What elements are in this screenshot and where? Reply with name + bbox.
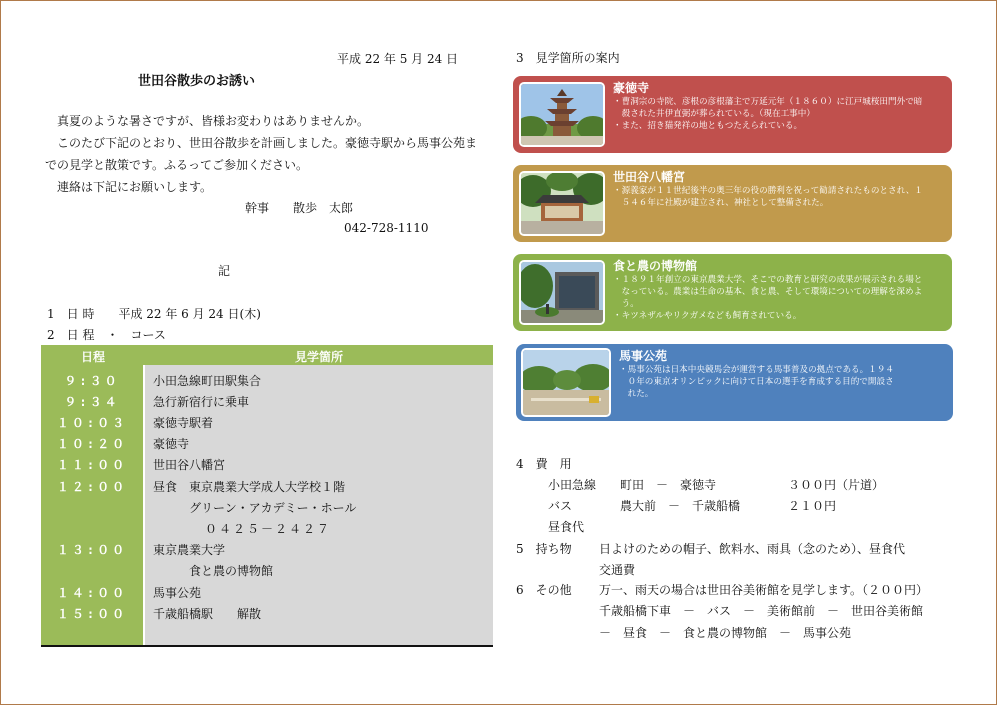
museum-description: ・１８９１年創立の東京農業大学、そこでの教育と研究の成果が展示される場と なっている。農業は生命の基本、食と農、そして環境についての理解を深めよ う。 ・キツネザルやリクガメなども飼育されている。: [613, 275, 923, 321]
letter-para2-line1: このたび下記のとおり、世田谷散歩を計画しました。豪徳寺駅から馬事公苑ま: [57, 136, 478, 150]
schedule-bottom-rule: [41, 645, 493, 647]
belongings-label: 5 持ち物: [516, 542, 572, 556]
hachimangu-description: ・源義家が１１世紀後半の奥三年の役の勝利を祝って勧請されたものとされ、１ ５４６年に社殿が建立され、神社として整備された。: [613, 186, 923, 208]
cost-odakyu-route: 小田急線 町田 － 豪徳寺: [548, 478, 717, 492]
bajikoen-photo: [521, 348, 611, 417]
schedule-time: １２:００: [56, 480, 128, 494]
hachimangu-photo: [519, 171, 605, 236]
letter-para1: 真夏のような暑さですが、皆様お変わりはありませんか。: [57, 114, 370, 128]
schedule-time: ９:３４: [64, 395, 120, 409]
other-line1: 万一、雨天の場合は世田谷美術館を見学します。（２００円）: [599, 583, 929, 597]
cost-lunch: 昼食代: [548, 520, 585, 534]
schedule-header: [41, 345, 493, 365]
schedule-place: 食と農の博物館: [189, 564, 274, 578]
guide-card-museum: [513, 254, 952, 331]
schedule-place: 豪徳寺: [153, 437, 190, 451]
schedule-time: ９:３０: [64, 374, 120, 388]
guide-card-hachimangu: [513, 165, 952, 242]
item-course: 2 日 程 ・ コース: [47, 328, 166, 342]
schedule-place: 急行新宿行に乗車: [153, 395, 250, 409]
schedule-body: [41, 365, 493, 645]
letter-date: 平成 22 年 5 月 24 日: [337, 52, 459, 66]
schedule-header-time: 日程: [80, 350, 105, 364]
belongings-line1: 日よけのための帽子、飲料水、雨具（念のため）、昼食代: [599, 542, 906, 556]
museum-photo: [519, 260, 605, 325]
cost-bus-route: バス 農大前 － 千歳船橋: [548, 499, 741, 513]
gotokuji-description: ・曹洞宗の寺院、彦根の彦根藩主で万延元年（１８６０）に江戸城桜田門外で暗 殺された井伊直弼が葬られている。（現在工事中） ・また、招き猫発祥の地ともつたえられている。: [613, 97, 923, 131]
letter-organizer: 幹事 散歩 太郎: [245, 201, 354, 215]
guide-heading: 3 見学箇所の案内: [516, 51, 620, 65]
cost-bus-price: ２１０円: [788, 499, 837, 513]
guide-card-gotokuji: [513, 76, 952, 153]
schedule-header-place: 見学箇所: [294, 350, 343, 364]
letter-phone: 042-728-1110: [344, 221, 429, 235]
schedule-place: 千歳船橋駅 解散: [153, 607, 262, 621]
belongings-line2: 交通費: [599, 563, 636, 577]
letter-para3: 連絡は下記にお願いします。: [57, 180, 213, 194]
gotokuji-photo: [519, 82, 605, 147]
gotokuji-title: 豪徳寺: [613, 81, 650, 95]
schedule-place: 東京農業大学: [153, 543, 226, 557]
letter-ki: 記: [218, 264, 231, 278]
other-line3: － 昼食 － 食と農の博物館 － 馬事公苑: [599, 626, 852, 640]
other-label: 6 その他: [516, 583, 572, 597]
hachimangu-title: 世田谷八幡宮: [613, 170, 686, 184]
guide-card-bajikoen: [516, 344, 953, 421]
schedule-time: １０:０３: [56, 416, 128, 430]
schedule-place: ０４２５－２４２７: [205, 522, 332, 536]
museum-title: 食と農の博物館: [613, 259, 698, 273]
schedule-place: グリーン・アカデミー・ホール: [189, 501, 357, 515]
cost-odakyu-price: ３００円（片道）: [788, 478, 885, 492]
letter-para2-line2: での見学と散策です。ふるってご参加ください。: [45, 158, 309, 172]
item-date: 1 日 時 平成 22 年 6 月 24 日(木): [47, 307, 261, 321]
schedule-time: １３:００: [56, 543, 128, 557]
schedule-time: １０:２０: [56, 437, 128, 451]
schedule-place: 昼食 東京農業大学成人大学校１階: [153, 480, 346, 494]
schedule-place: 小田急線町田駅集合: [153, 374, 262, 388]
schedule-time: １１:００: [56, 458, 128, 472]
bajikoen-title: 馬事公苑: [619, 349, 668, 363]
schedule-place: 馬事公苑: [153, 586, 202, 600]
schedule-time: １５:００: [56, 607, 128, 621]
letter-title: 世田谷散歩のお誘い: [138, 74, 256, 89]
schedule-place: 世田谷八幡宮: [153, 458, 226, 472]
schedule-table: [41, 345, 493, 647]
schedule-time: １４:００: [56, 586, 128, 600]
bajikoen-description: ・馬事公苑は日本中央競馬会が運営する馬事普及の拠点である。１９４ ０年の東京オリンピックに向けて日本の選手を育成する目的で開設さ れた。: [619, 365, 895, 399]
other-line2: 千歳船橋下車 － バス － 美術館前 － 世田谷美術館: [599, 604, 924, 618]
schedule-place: 豪徳寺駅着: [153, 416, 214, 430]
cost-heading: 4 費 用: [516, 457, 572, 471]
